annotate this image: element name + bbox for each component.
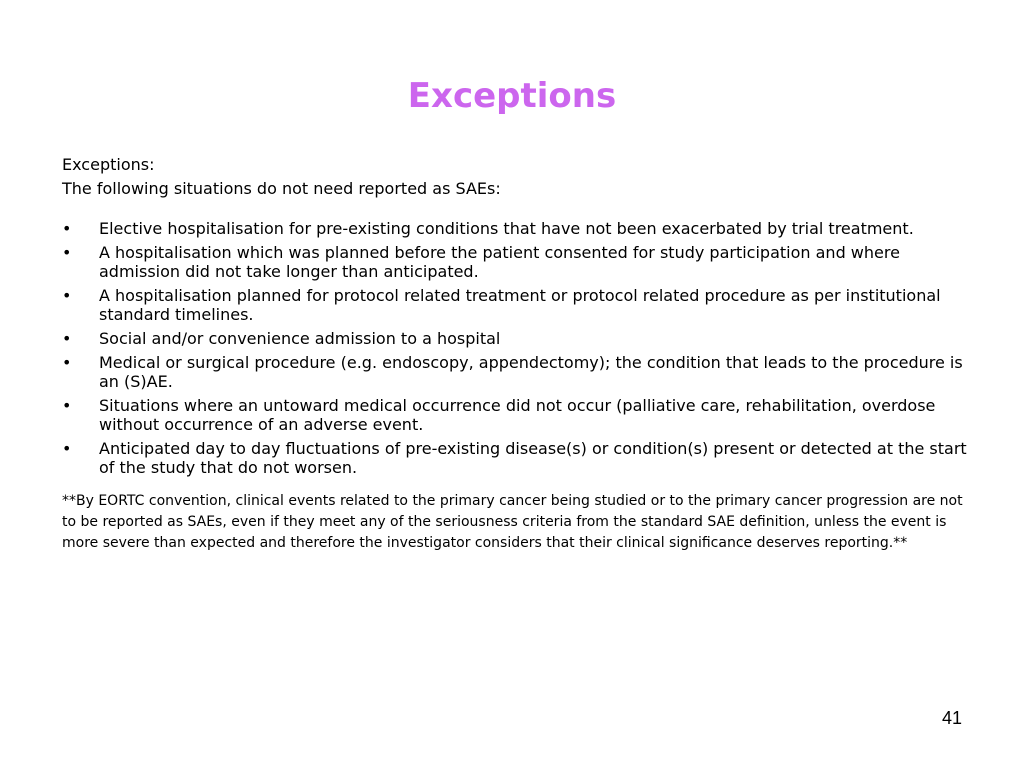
list-item xyxy=(62,243,967,281)
list-item-text: Situations where an untoward medical occurrence did not occur (palliative care, rehabilitation, overdose without occurrence of an adverse event. xyxy=(99,396,936,434)
list-item-text: Elective hospitalisation for pre-existing conditions that have not been exacerbated by trial treatment. xyxy=(99,219,914,238)
list-item xyxy=(62,439,967,477)
list-item xyxy=(62,396,967,434)
bullet-icon: • xyxy=(62,219,72,238)
list-item-text: A hospitalisation planned for protocol related treatment or protocol related procedure as per institutional standard timelines. xyxy=(99,286,941,324)
slide-title: Exceptions xyxy=(407,76,617,116)
list-item xyxy=(62,329,967,348)
list-item xyxy=(62,286,967,324)
list-item-text: Anticipated day to day fluctuations of pre-existing disease(s) or condition(s) present or detected at the start of the study that do not worsen. xyxy=(99,439,967,477)
intro-heading: Exceptions: xyxy=(62,155,155,174)
list-item-text: Social and/or convenience admission to a hospital xyxy=(99,329,501,348)
intro-text: The following situations do not need reported as SAEs: xyxy=(62,179,501,198)
bullet-icon: • xyxy=(62,286,72,305)
slide-content xyxy=(62,153,967,554)
list-item xyxy=(62,353,967,391)
list-item xyxy=(62,219,967,238)
list-item-text: Medical or surgical procedure (e.g. endoscopy, appendectomy); the condition that leads to the procedure is an (S)AE. xyxy=(99,353,963,391)
exceptions-list xyxy=(62,219,967,477)
list-item-text: A hospitalisation which was planned before the patient consented for study participation and where admission did not take longer than anticipated. xyxy=(99,243,900,281)
footnote: **By EORTC convention, clinical events related to the primary cancer being studied or to the primary cancer progression are not to be reported as SAEs, even if they meet any of the seriousness criteria from the standard SAE definition, unless the event is more severe than expected and therefore the investigator considers that their clinical significance deserves reporting.** xyxy=(62,493,963,551)
bullet-icon: • xyxy=(62,353,72,372)
bullet-icon: • xyxy=(62,329,72,348)
bullet-icon: • xyxy=(62,243,72,262)
page-number: 41 xyxy=(941,708,962,728)
bullet-icon: • xyxy=(62,396,72,415)
bullet-icon: • xyxy=(62,439,72,458)
